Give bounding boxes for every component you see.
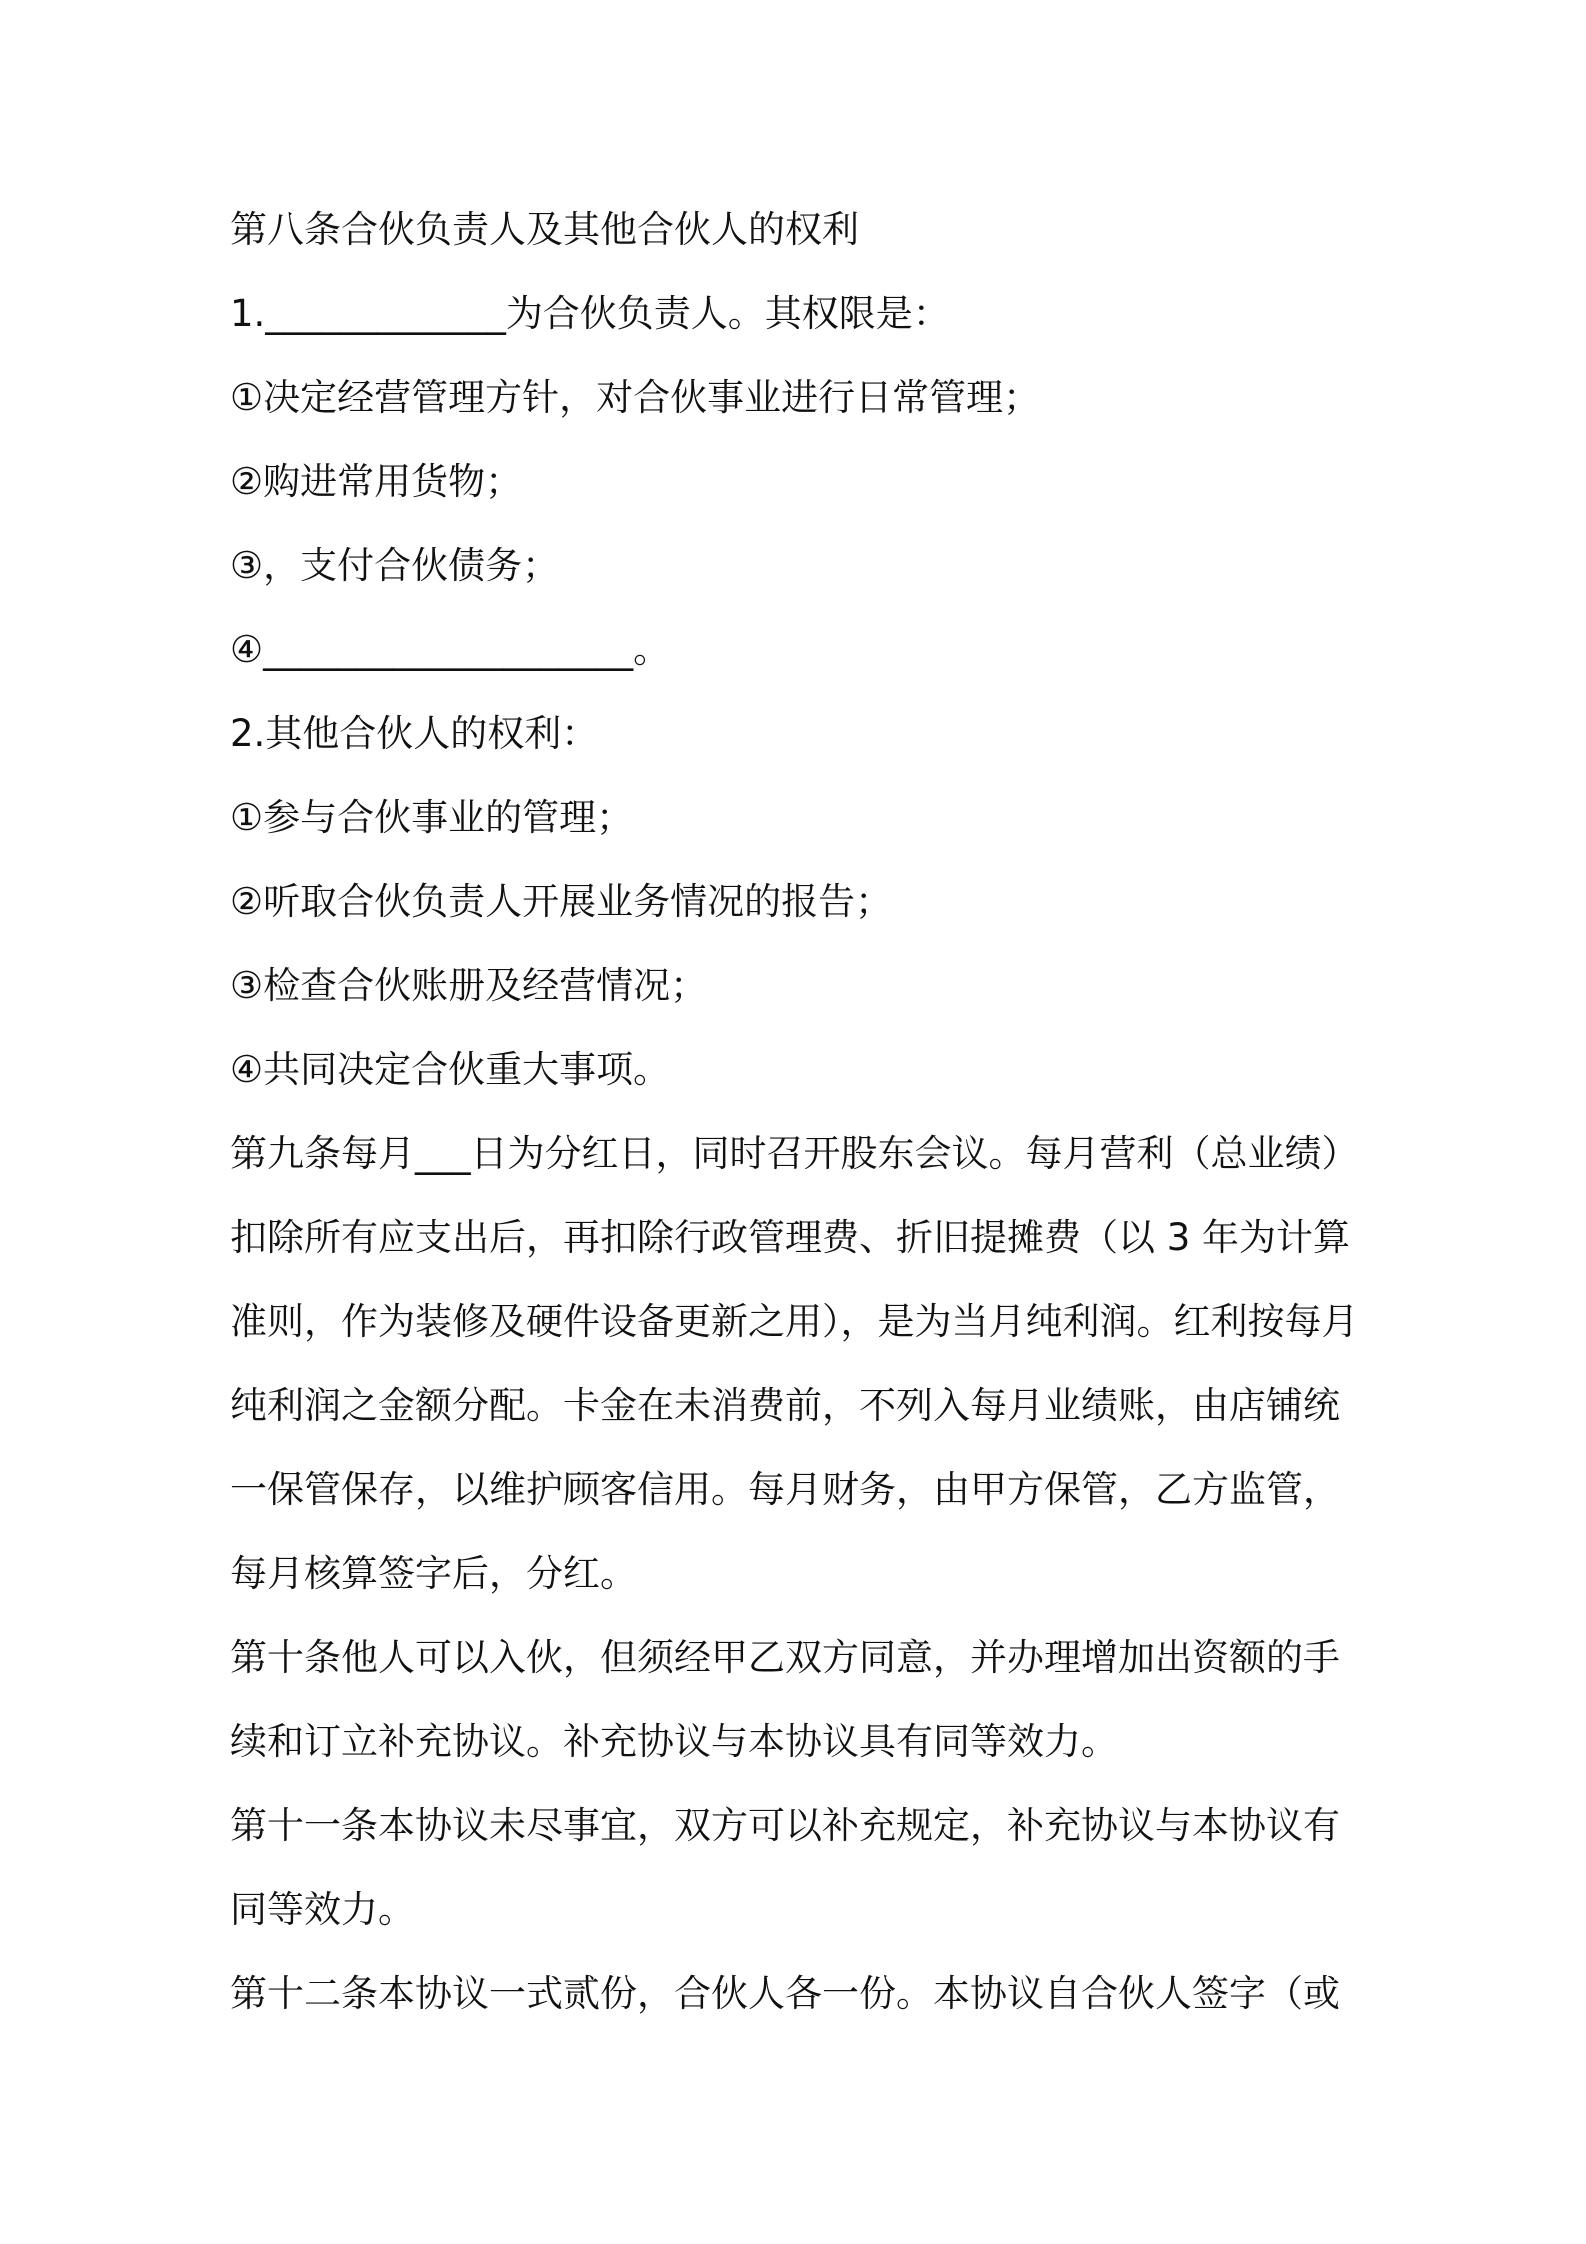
article-10-line-1: 第十条他人可以入伙，但须经甲乙双方同意，并办理增加出资额的手 <box>230 1636 1340 1679</box>
article-9-prefix: 第九条每月 <box>230 1132 415 1175</box>
article-8-item-1 <box>230 290 950 338</box>
item-number: 1. <box>230 292 266 335</box>
article-8-heading: 第八条合伙负责人及其他合伙人的权利 <box>230 208 859 251</box>
article-11-line-2: 同等效力。 <box>230 1888 415 1931</box>
responsible-partner-blank: _____________ <box>265 292 506 335</box>
article-9-suffix: 日为分红日，同时召开股东会议。每月营利（总业绩） <box>470 1132 1359 1175</box>
article-8-item-2-point-4: ④共同决定合伙重大事项。 <box>230 1048 671 1091</box>
dividend-day-blank: ___ <box>415 1132 471 1175</box>
article-8-item-2: 2.其他合伙人的权利： <box>230 712 599 755</box>
article-8-item-1-point-1: ①决定经营管理方针，对合伙事业进行日常管理； <box>230 376 1041 419</box>
article-8-item-1-point-4 <box>230 626 670 674</box>
article-8-item-1-point-2: ②购进常用货物； <box>230 460 523 503</box>
article-9-line-5: 一保管保存，以维护顾客信用。每月财务，由甲方保管，乙方监管， <box>230 1468 1340 1511</box>
article-9-line-1 <box>230 1130 1359 1178</box>
article-9-line-2: 扣除所有应支出后，再扣除行政管理费、折旧提摊费（以 3 年为计算 <box>230 1216 1351 1259</box>
point-marker: ④ <box>230 628 264 671</box>
article-8-item-1-point-3: ③，支付合伙债务； <box>230 544 560 587</box>
article-9-line-3: 准则，作为装修及硬件设备更新之用），是为当月纯利润。红利按每月 <box>230 1300 1359 1343</box>
article-8-item-2-point-3: ③检查合伙账册及经营情况； <box>230 964 708 1007</box>
article-12-line-1: 第十二条本协议一式贰份，合伙人各一份。本协议自合伙人签字（或 <box>230 1972 1340 2015</box>
point-end: 。 <box>633 628 671 671</box>
article-9-line-4: 纯利润之金额分配。卡金在未消费前，不列入每月业绩账，由店铺统 <box>230 1384 1340 1427</box>
article-11-line-1: 第十一条本协议未尽事宜，双方可以补充规定，补充协议与本协议有 <box>230 1804 1340 1847</box>
authority-blank: ____________________ <box>263 628 634 671</box>
item-text: 为合伙负责人。其权限是： <box>505 292 950 335</box>
article-8-item-2-point-1: ①参与合伙事业的管理； <box>230 796 634 839</box>
article-9-line-6: 每月核算签字后，分红。 <box>230 1552 637 1595</box>
article-10-line-2: 续和订立补充协议。补充协议与本协议具有同等效力。 <box>230 1720 1118 1763</box>
article-8-item-2-point-2: ②听取合伙负责人开展业务情况的报告； <box>230 880 893 923</box>
